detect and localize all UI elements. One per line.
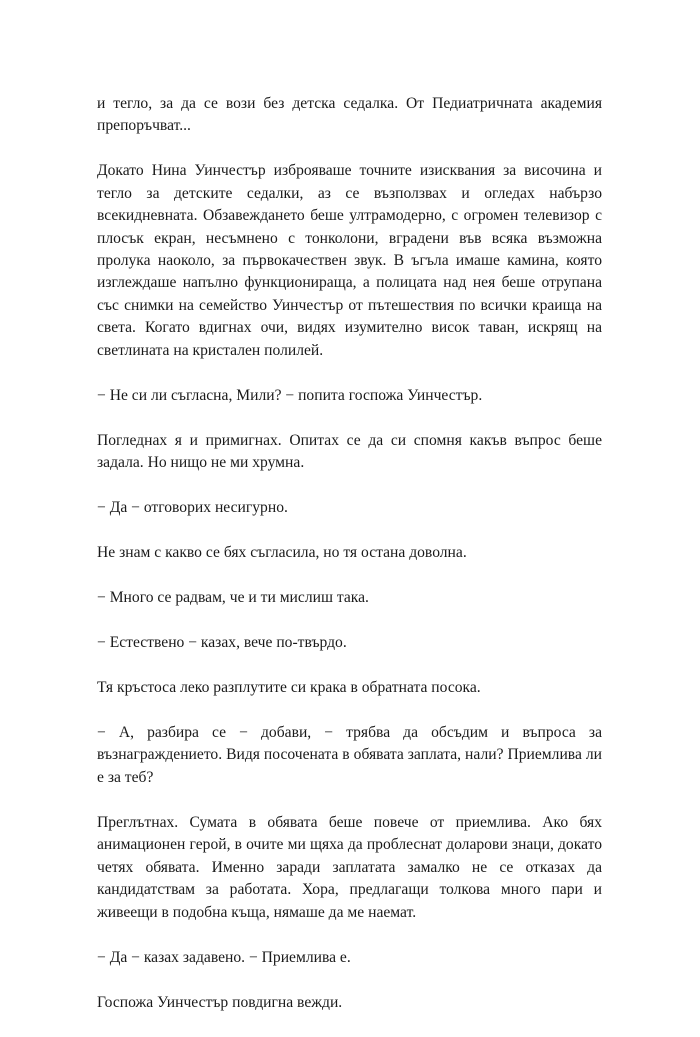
paragraph: Госпожа Уинчестър повдигна вежди. bbox=[97, 993, 343, 1011]
paragraph: − Естествено − казах, вече по-твърдо. bbox=[97, 634, 347, 652]
paragraph: − Много се радвам, че и ти мислиш така. bbox=[97, 589, 369, 607]
paragraph: Погледнах я и примигнах. Опитах се да си спомня какъв въпрос беше задала. Но нищо не ми хрумна. bbox=[97, 431, 602, 472]
paragraph: − Да − казах задавено. − Приемлива е. bbox=[97, 948, 351, 966]
paragraph: − Да − отговорих несигурно. bbox=[97, 499, 288, 517]
paragraph: − А, разбира се − добави, − трябва да обсъдим и въпроса за възнаграждението. Видя посочената в обявата заплата, нали? Приемлива ли е за теб? bbox=[97, 724, 602, 786]
text-column bbox=[97, 93, 602, 1037]
paragraph: Тя кръстоса леко разплутите си крака в обратната посока. bbox=[97, 679, 481, 697]
paragraph: − Не си ли съгласна, Мили? − попита госпожа Уинчестър. bbox=[97, 386, 483, 404]
paragraph: и тегло, за да се вози без детска седалка. От Педиатричната академия препоръчват... bbox=[97, 95, 602, 135]
paragraph: Не знам с какво се бях съгласила, но тя остана доволна. bbox=[97, 544, 467, 562]
paragraph: Докато Нина Уинчестър изброяваше точните изисквания за височина и тегло за детските седалки, аз се възползвах и огледах набързо всекидневната. Обзавеждането беше ултрамодерно, с огромен телевизор с плосък екран, несъмнено с тонколони, вградени във всяка възможна пролука наоколо, за първокачествен звук. В ъгъла имаше камина, която изглеждаше напълно функционираща, а полицата над нея беше отрупана със снимки на семейство Уинчестър от пътешествия по всички краища на света. Когато вдигнах очи, видях изумително висок таван, искрящ на светлината на кристален полилей. bbox=[97, 162, 602, 359]
paragraph: Преглътнах. Сумата в обявата беше повече от приемлива. Ако бях анимационен герой, в очите ми щяха да проблеснат доларови знаци, докато четях обявата. Именно заради заплатата замалко не се отказах да кандидатствам за работата. Хора, предлагащи толкова много пари и живеещи в подобна къща, нямаше да ме наемат. bbox=[97, 813, 602, 921]
